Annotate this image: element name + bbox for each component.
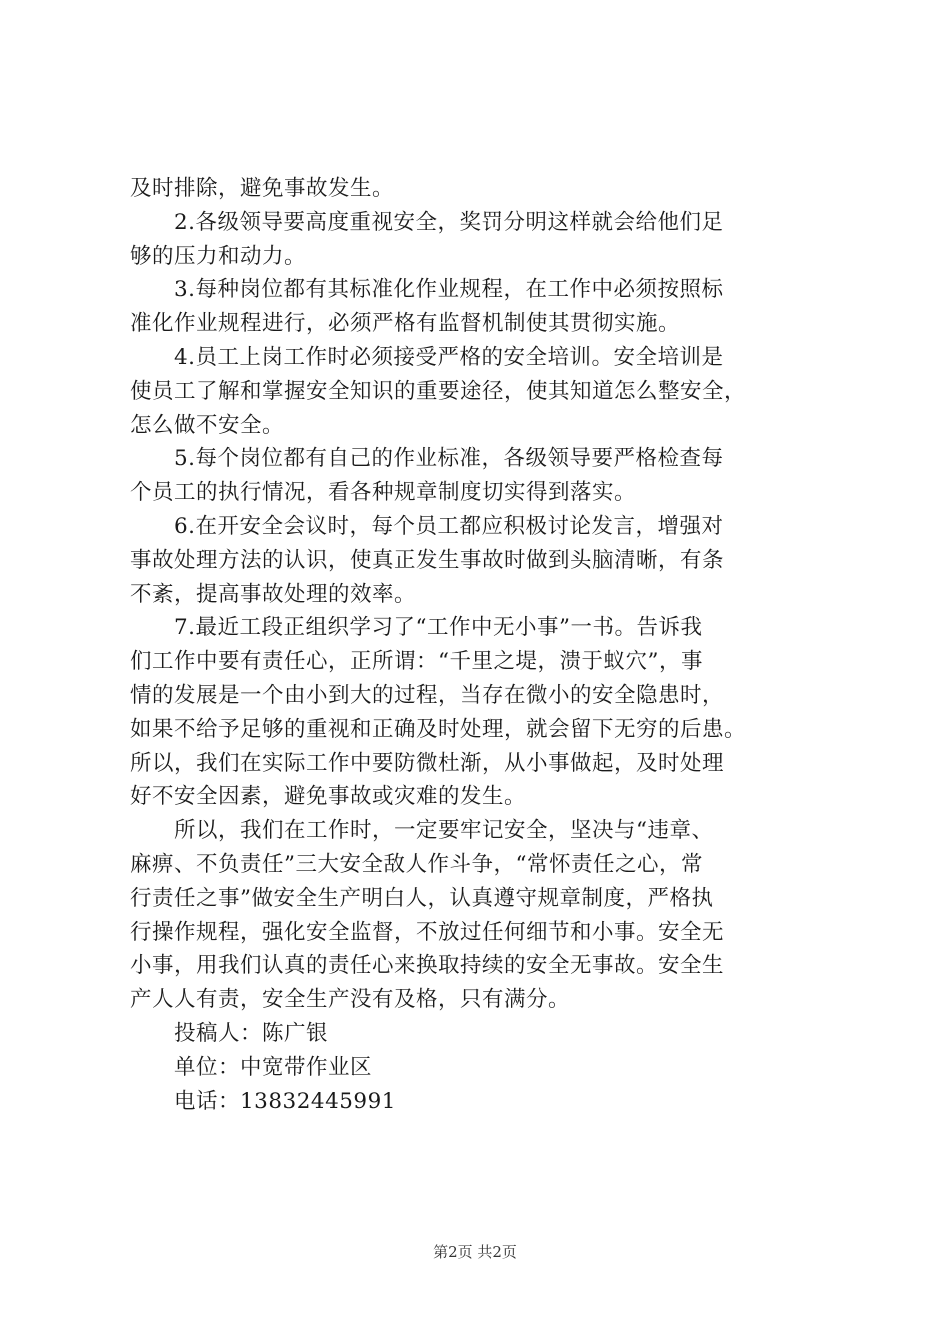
text-line: 产人人有责，安全生产没有及格，只有满分。 (130, 987, 571, 1013)
text-line: 单位：中宽带作业区 (174, 1054, 373, 1080)
text-line: 所以，我们在实际工作中要防微杜渐，从小事做起，及时处理 (130, 750, 725, 776)
text-line: 所以，我们在工作时，一定要牢记安全，坚决与“违章、 (174, 818, 714, 844)
text-line: 如果不给予足够的重视和正确及时处理，就会留下无穷的后患。 (130, 716, 747, 742)
text-line: 够的压力和动力。 (130, 243, 307, 269)
text-line: 情的发展是一个由小到大的过程，当存在微小的安全隐患时， (130, 682, 725, 708)
text-line: 行责任之事”做安全生产明白人，认真遵守规章制度，严格执 (130, 885, 714, 911)
text-line: 好不安全因素，避免事故或灾难的发生。 (130, 784, 527, 810)
text-line: 准化作业规程进行，必须严格有监督机制使其贯彻实施。 (130, 311, 681, 337)
text-line: 投稿人：陈广银 (174, 1020, 329, 1046)
text-line: 不紊，提高事故处理的效率。 (130, 581, 417, 607)
text-line: 事故处理方法的认识，使真正发生事故时做到头脑清晰，有条 (130, 547, 725, 573)
text-line: 使员工了解和掌握安全知识的重要途径，使其知道怎么整安全， (130, 378, 747, 404)
text-line: 2.各级领导要高度重视安全，奖罚分明这样就会给他们足 (174, 209, 724, 235)
text-line: 小事，用我们认真的责任心来换取持续的安全无事故。安全生 (130, 953, 725, 979)
text-line: 7.最近工段正组织学习了“工作中无小事”一书。告诉我 (174, 615, 703, 641)
text-line: 个员工的执行情况，看各种规章制度切实得到落实。 (130, 480, 637, 506)
text-line: 怎么做不安全。 (130, 412, 285, 438)
text-line: 5.每个岗位都有自己的作业标准，各级领导要严格检查每 (174, 446, 724, 472)
text-line: 行操作规程，强化安全监督，不放过任何细节和小事。安全无 (130, 919, 725, 945)
page-footer: 第2页 共2页 (433, 1243, 517, 1261)
text-line: 及时排除，避免事故发生。 (130, 176, 395, 201)
text-line: 们工作中要有责任心，正所谓：“千里之堤，溃于蚁穴”，事 (130, 649, 703, 675)
text-line: 3.每种岗位都有其标准化作业规程，在工作中必须按照标 (174, 277, 724, 303)
text-line: 6.在开安全会议时，每个员工都应积极讨论发言，增强对 (174, 513, 724, 539)
document-body (130, 172, 848, 1118)
text-line: 4.员工上岗工作时必须接受严格的安全培训。安全培训是 (174, 344, 724, 370)
text-line: 麻痹、不负责任”三大安全敌人作斗争，“常怀责任之心，常 (130, 851, 703, 877)
text-line: 电话：13832445991 (174, 1088, 396, 1114)
